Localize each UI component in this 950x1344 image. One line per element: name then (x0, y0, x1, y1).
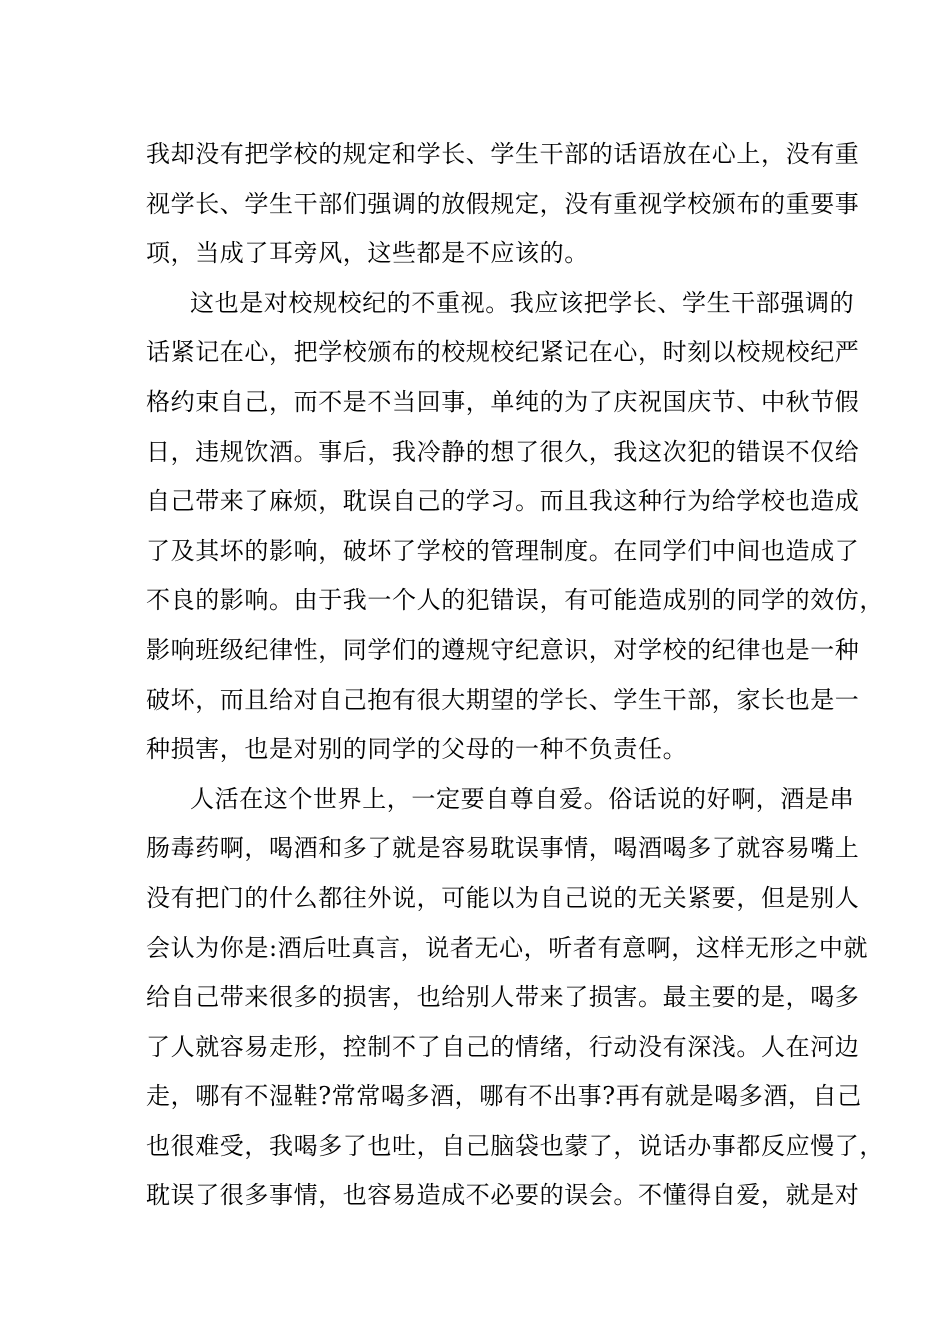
text-line: 自己带来了麻烦，耽误自己的学习。而且我这种行为给学校也造成 (146, 487, 860, 516)
text-line: 我却没有把学校的规定和学长、学生干部的话语放在心上，没有重 (146, 140, 860, 168)
text-line: 影响班级纪律性，同学们的遵规守纪意识，对学校的纪律也是一种 (146, 635, 860, 664)
text-line: 肠毒药啊，喝酒和多了就是容易耽误事情，喝酒喝多了就容易嘴上 (146, 834, 860, 863)
text-line: 没有把门的什么都往外说，可能以为自己说的无关紧要，但是别人 (146, 883, 860, 912)
paragraph-start-line: 人活在这个世界上，一定要自尊自爱。俗话说的好啊，酒是串 (190, 784, 855, 813)
text-line: 视学长、学生干部们强调的放假规定，没有重视学校颁布的重要事 (146, 189, 860, 218)
text-line: 日，违规饮酒。事后，我冷静的想了很久，我这次犯的错误不仅给 (146, 437, 860, 466)
text-line: 走，哪有不湿鞋?常常喝多酒，哪有不出事?再有就是喝多酒，自己 (146, 1082, 862, 1111)
body-text (146, 130, 884, 1221)
text-line: 会认为你是:酒后吐真言，说者无心，听者有意啊，这样无形之中就 (146, 933, 869, 962)
text-line: 给自己带来很多的损害，也给别人带来了损害。最主要的是，喝多 (146, 983, 860, 1012)
text-line: 格约束自己，而不是不当回事，单纯的为了庆祝国庆节、中秋节假 (146, 387, 860, 416)
text-line: 耽误了很多事情，也容易造成不必要的误会。不懂得自爱，就是对 (146, 1181, 860, 1210)
paragraph-start-line: 这也是对校规校纪的不重视。我应该把学长、学生干部强调的 (190, 288, 855, 317)
text-line: 破坏，而且给对自己抱有很大期望的学长、学生干部，家长也是一 (146, 685, 860, 714)
text-line: 种损害，也是对别的同学的父母的一种不负责任。 (146, 735, 688, 764)
text-line: 不良的影响。由于我一个人的犯错误，有可能造成别的同学的效仿， (146, 586, 884, 615)
text-line: 话紧记在心，把学校颁布的校规校纪紧记在心，时刻以校规校纪严 (146, 338, 860, 367)
text-line: 了及其坏的影响，破坏了学校的管理制度。在同学们中间也造成了 (146, 536, 860, 565)
text-line: 项，当成了耳旁风，这些都是不应该的。 (146, 239, 589, 268)
text-line: 也很难受，我喝多了也吐，自己脑袋也蒙了，说话办事都反应慢了， (146, 1131, 884, 1160)
text-line: 了人就容易走形，控制不了自己的情绪，行动没有深浅。人在河边 (146, 1032, 860, 1061)
